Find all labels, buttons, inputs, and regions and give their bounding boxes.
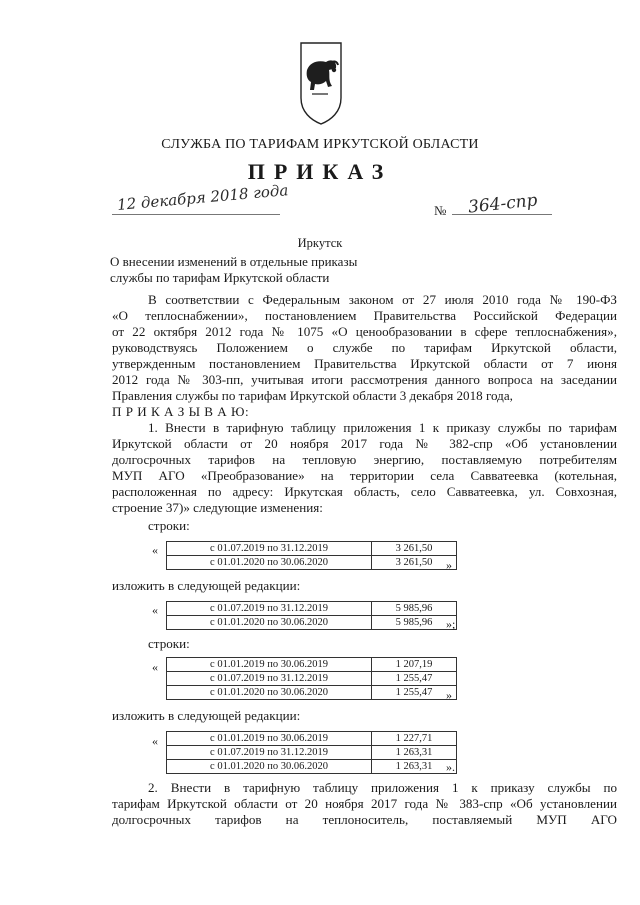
preamble-line: 2012 года № 303-пп, учитывая итоги рассмотрения данного вопроса на заседании xyxy=(112,372,617,387)
number-sign: № xyxy=(434,203,447,218)
close-quote: » xyxy=(446,558,452,572)
value-cell: 1 207,19 xyxy=(372,658,457,672)
table-row xyxy=(167,746,457,760)
item2-line: долгосрочных тарифов на теплоноситель, поставляемый МУП АГО xyxy=(112,812,617,827)
restate-label: изложить в следующей редакции: xyxy=(112,578,301,593)
number-underline xyxy=(452,214,552,215)
period-cell: с 01.07.2019 по 31.12.2019 xyxy=(167,672,372,686)
preamble-line: «О теплоснабжении», постановлением Правительства Российской Федерации xyxy=(112,308,617,323)
document-title: ПРИКАЗ xyxy=(247,159,393,184)
table-row xyxy=(167,672,457,686)
order-word: П Р И К А З Ы В А Ю: xyxy=(112,404,250,419)
period-cell: с 01.01.2020 по 30.06.2020 xyxy=(167,760,372,774)
irkutsk-coat-of-arms-icon xyxy=(298,40,344,126)
item2-line: 2. Внести в тарифную таблицу приложения 1 к приказу службы по xyxy=(148,780,617,795)
period-cell: с 01.07.2019 по 31.12.2019 xyxy=(167,602,372,616)
close-quote: » xyxy=(446,688,452,702)
open-quote: « xyxy=(152,543,158,557)
value-cell: 5 985,96 xyxy=(372,616,457,630)
subject-line-2: службы по тарифам Иркутской области xyxy=(110,270,330,285)
handwritten-number: 364-спр xyxy=(467,190,539,218)
period-cell: с 01.07.2019 по 31.12.2019 xyxy=(167,746,372,760)
item1-line: строение 37)» следующие изменения: xyxy=(112,500,323,515)
table-row xyxy=(167,556,457,570)
date-underline xyxy=(112,214,280,215)
item1-line: МУП АГО «Преобразование» на территории села Савватеевка (котельная, xyxy=(112,468,617,483)
table-row xyxy=(167,616,457,630)
table-row xyxy=(167,732,457,746)
table-row xyxy=(167,602,457,616)
tariff-table-4 xyxy=(166,731,457,774)
table-row xyxy=(167,658,457,672)
table-row xyxy=(167,686,457,700)
period-cell: с 01.01.2020 по 30.06.2020 xyxy=(167,616,372,630)
subject-line-1 xyxy=(110,254,357,270)
period-cell: с 01.01.2019 по 30.06.2019 xyxy=(167,658,372,672)
subject-text-1: О внесении изменений в отдельные приказы xyxy=(110,254,358,269)
value-cell: 1 263,31 xyxy=(372,760,457,774)
item2 xyxy=(112,780,617,828)
item2-line: тарифам Иркутской области от 20 ноября 2017 года № 383-спр «Об установлении xyxy=(112,796,617,811)
open-quote: « xyxy=(152,660,158,674)
open-quote: « xyxy=(152,603,158,617)
value-cell: 1 227,71 xyxy=(372,732,457,746)
value-cell: 3 261,50 xyxy=(372,542,457,556)
value-cell: 5 985,96 xyxy=(372,602,457,616)
period-cell: с 01.01.2020 по 30.06.2020 xyxy=(167,686,372,700)
close-quote: ». xyxy=(446,760,455,774)
table-row xyxy=(167,542,457,556)
agency-name: СЛУЖБА ПО ТАРИФАМ ИРКУТСКОЙ ОБЛАСТИ xyxy=(161,137,479,152)
item1-line: расположенная по адресу: Иркутская область, село Савватеевка, ул. Совхозная, xyxy=(112,484,617,499)
handwritten-date: 12 декабря 2018 года xyxy=(116,181,289,214)
period-cell: с 01.07.2019 по 31.12.2019 xyxy=(167,542,372,556)
period-cell: с 01.01.2019 по 30.06.2019 xyxy=(167,732,372,746)
value-cell: 1 255,47 xyxy=(372,686,457,700)
value-cell: 1 255,47 xyxy=(372,672,457,686)
preamble xyxy=(112,292,617,516)
item1-line: долгосрочных тарифов на тепловую энергию, поставляемую потребителям xyxy=(112,452,617,467)
strings-label: строки: xyxy=(148,636,190,651)
item1-line: 1. Внести в тарифную таблицу приложения 1 к приказу службы по тарифам xyxy=(148,420,617,435)
close-quote: »; xyxy=(446,617,456,631)
restate-label: изложить в следующей редакции: xyxy=(112,708,301,723)
tariff-table-2 xyxy=(166,601,457,630)
table-row xyxy=(167,760,457,774)
item1-line: Иркутской области от 20 ноября 2017 года № 382-спр «Об установлении xyxy=(112,436,617,451)
preamble-line: утвержденным постановлением Правительства Иркутской области от 7 июня xyxy=(112,356,617,371)
period-cell: с 01.01.2020 по 30.06.2020 xyxy=(167,556,372,570)
preamble-line: от 22 октября 2012 года № 1075 «О ценообразовании в сфере теплоснабжения», xyxy=(112,324,617,339)
strings-label: строки: xyxy=(148,518,190,533)
value-cell: 3 261,50 xyxy=(372,556,457,570)
value-cell: 1 263,31 xyxy=(372,746,457,760)
preamble-line: руководствуясь Положением о службе по тарифам Иркутской области, xyxy=(112,340,617,355)
tariff-table-3 xyxy=(166,657,457,700)
preamble-line: Правления службы по тарифам Иркутской области 3 декабря 2018 года, xyxy=(112,388,513,403)
preamble-line: В соответствии с Федеральным законом от 27 июля 2010 года № 190-ФЗ xyxy=(148,292,617,307)
city: Иркутск xyxy=(297,236,343,250)
open-quote: « xyxy=(152,734,158,748)
tariff-table-1 xyxy=(166,541,457,570)
